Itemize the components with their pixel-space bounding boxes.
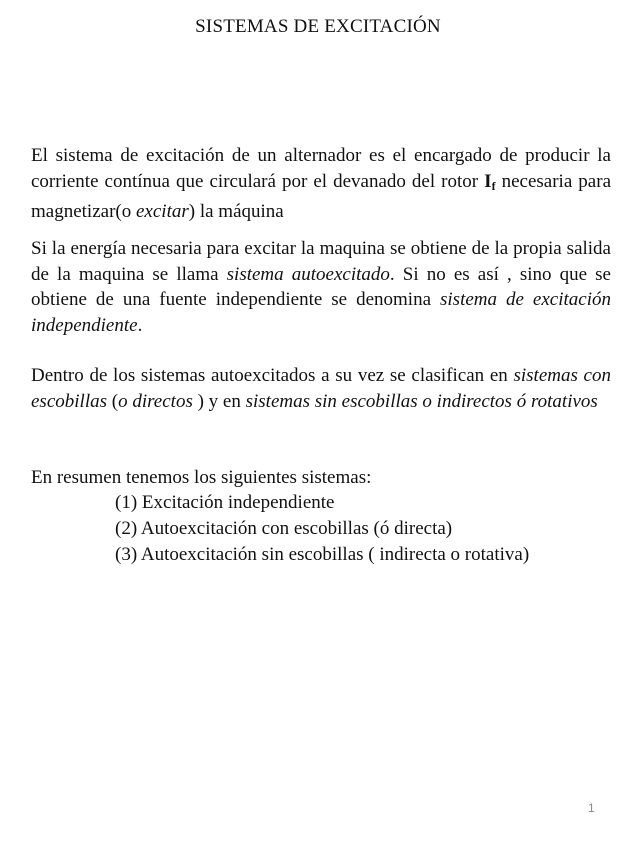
list-item: (2) Autoexcitación con escobillas (ó directa) bbox=[115, 518, 453, 539]
paragraph-self-excited bbox=[31, 236, 611, 338]
p3-italic-c: sistemas sin escobillas o indirectos ó rotativos bbox=[245, 390, 598, 412]
list-item: (1) Excitación independiente bbox=[115, 492, 335, 513]
paragraph-classification bbox=[31, 363, 611, 414]
p1-text-c: ) la máquina bbox=[188, 201, 284, 222]
p3-text-a: Dentro de los sistemas autoexcitados a su vez se clasifican en bbox=[31, 365, 514, 386]
p1-text-a: El sistema de excitación de un alternador es el encargado de producir la corriente contínua que circulará por el devanado del rotor bbox=[31, 145, 611, 192]
p2-italic-a: sistema autoexcitado bbox=[226, 263, 390, 285]
p3-italic-a: sistemas con escobillas bbox=[31, 365, 611, 412]
summary-intro: En resumen tenemos los siguientes sistemas: bbox=[31, 467, 372, 488]
p1-text-b: necesaria para magnetizar(o bbox=[31, 170, 612, 222]
p2-text-b: . Si no es así , sino que se obtiene de una fuente independiente se denomina bbox=[31, 263, 611, 310]
paragraph-excitation-definition bbox=[31, 143, 611, 225]
p2-text-c: . bbox=[137, 314, 143, 336]
p3-text-b: ( bbox=[107, 390, 119, 412]
p3-text-c: ) y en bbox=[192, 390, 246, 412]
current-symbol: I bbox=[484, 170, 492, 192]
page-title: SISTEMAS DE EXCITACIÓN bbox=[195, 16, 441, 37]
systems-list bbox=[115, 490, 529, 568]
p3-italic-b: o directos bbox=[118, 390, 193, 412]
p2-text-a: Si la energía necesaria para excitar la maquina se obtiene de la propia salida de la maquina se llama bbox=[31, 238, 611, 285]
list-item: (3) Autoexcitación sin escobillas ( indirecta o rotativa) bbox=[115, 544, 530, 565]
current-symbol-subscript: f bbox=[491, 178, 496, 193]
p1-italic: excitar bbox=[135, 201, 189, 222]
page-number: 1 bbox=[588, 801, 595, 815]
p2-italic-b: sistema de excitación independiente bbox=[31, 289, 611, 336]
